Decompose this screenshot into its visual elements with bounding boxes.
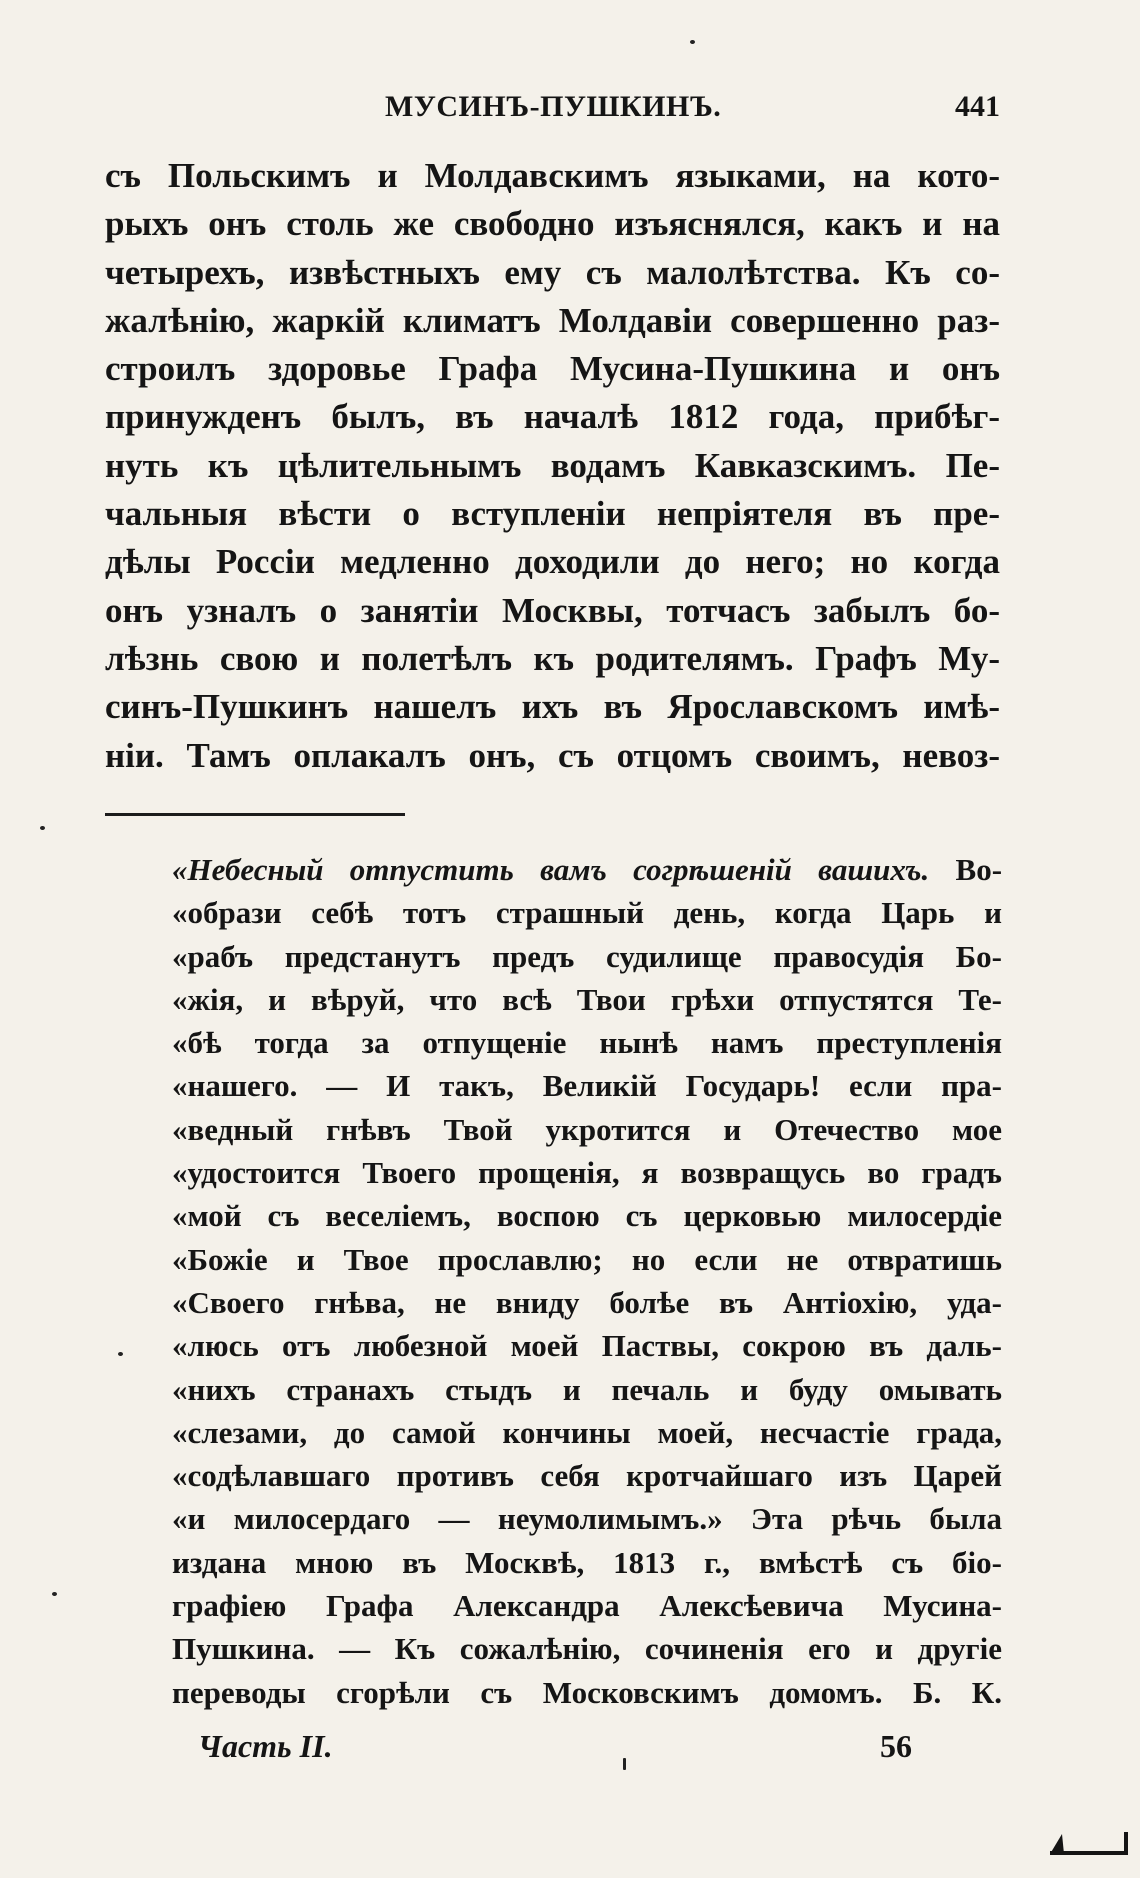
footnote-line: издана мною въ Москвѣ, 1813 г., вмѣстѣ съ біо- <box>172 1544 1002 1580</box>
footnote <box>172 848 1002 1714</box>
text-line: ніи. Тамъ оплакалъ онъ, съ отцомъ своимъ, невоз- <box>105 735 1000 775</box>
footnote-divider <box>105 813 405 816</box>
scan-speck <box>623 1758 626 1770</box>
scan-speck <box>52 1592 57 1596</box>
text-line: синъ-Пушкинъ нашелъ ихъ въ Ярославскомъ имѣ- <box>105 687 1000 727</box>
footnote-line: «слезами, до самой кончины моей, несчастіе града, <box>172 1414 1002 1450</box>
text-line: строилъ здоровье Графа Мусина-Пушкина и онъ <box>105 349 1000 389</box>
text-line: съ Польскимъ и Молдавскимъ языками, на кото- <box>105 156 1000 195</box>
footnote-line: «и милосердаго — неумолимымъ.» Эта рѣчь была <box>172 1501 1002 1537</box>
text-line: нуть къ цѣлительнымъ водамъ Кавказскимъ. Пе- <box>105 445 1000 485</box>
footnote-line: переводы сгорѣли съ Московскимъ домомъ. Б. К. <box>172 1674 1002 1710</box>
footnote-line: «нашего. — И такъ, Великій Государь! если пра- <box>172 1068 1002 1104</box>
part-label: Часть II. <box>198 1728 333 1764</box>
footnote-line: графіею Графа Александра Алексѣевича Мусина- <box>172 1588 1002 1624</box>
footnote-italic-quote: «Небесный отпустить вамъ согрѣшеній вашихъ. <box>172 852 930 887</box>
signature-number: 56 <box>880 1728 912 1764</box>
text-line: чальныя вѣсти о вступленіи непріятеля въ пре- <box>105 494 1000 534</box>
footnote-line: «жія, и вѣруй, что всѣ Твои грѣхи отпустятся Те- <box>172 981 1002 1017</box>
footnote-line: «мой съ веселіемъ, воспою съ церковью милосердіе <box>172 1198 1002 1234</box>
main-paragraph <box>105 152 1000 780</box>
footnote-line-first <box>172 848 1002 891</box>
scan-speck <box>118 1352 123 1356</box>
footnote-line: Пушкина. — Къ сожалѣнію, сочиненія его и другіе <box>172 1631 1002 1667</box>
footnote-line: «содѣлавшаго противъ себя кротчайшаго изъ Царей <box>172 1458 1002 1494</box>
footnote-line: «ведный гнѣвъ Твой укротится и Отечество мое <box>172 1111 1002 1147</box>
page-number: 441 <box>955 90 1000 123</box>
scan-speck <box>40 826 45 830</box>
text-line: принужденъ былъ, въ началѣ 1812 года, прибѣг- <box>105 397 1000 437</box>
footnote-line: «люсь отъ любезной моей Паствы, сокрою въ даль- <box>172 1328 1002 1364</box>
footnote-line: «удостоится Твоего прощенія, я возвращусь во градъ <box>172 1155 1002 1191</box>
text-line: жалѣнію, жаркій климатъ Молдавіи совершенно раз- <box>105 300 1000 340</box>
footnote-line: «Своего гнѣва, не вниду болѣе въ Антіохію, уда- <box>172 1284 1002 1320</box>
page-footer <box>198 1728 928 1772</box>
page-header <box>105 90 1000 130</box>
scan-speck <box>690 40 695 44</box>
text-line: лѣзнь свою и полетѣлъ къ родителямъ. Графъ Му- <box>105 638 1000 678</box>
corner-bracket-mark <box>1048 1830 1130 1856</box>
footnote-line: «рабъ предстанутъ предъ судилище правосудія Бо- <box>172 938 1002 974</box>
text-line: дѣлы Россіи медленно доходили до него; но когда <box>105 542 1000 582</box>
running-head: МУСИНЪ-ПУШКИНЪ. <box>385 90 722 123</box>
text-line: онъ узналъ о занятіи Москвы, тотчасъ забылъ бо- <box>105 590 1000 630</box>
footnote-line: «нихъ странахъ стыдъ и печаль и буду омывать <box>172 1371 1002 1407</box>
footnote-line: «Божіе и Твое прославлю; но если не отвратишь <box>172 1241 1002 1277</box>
text-line: рыхъ онъ столь же свободно изъяснялся, какъ и на <box>105 204 1000 244</box>
footnote-line: «бѣ тогда за отпущеніе нынѣ намъ преступленія <box>172 1025 1002 1061</box>
footnote-line: «образи себѣ тотъ страшный день, когда Царь и <box>172 895 1002 931</box>
footnote-first-line-rest: Во- <box>955 852 1003 887</box>
text-line: четырехъ, извѣстныхъ ему съ малолѣтства. Къ со- <box>105 252 1000 292</box>
